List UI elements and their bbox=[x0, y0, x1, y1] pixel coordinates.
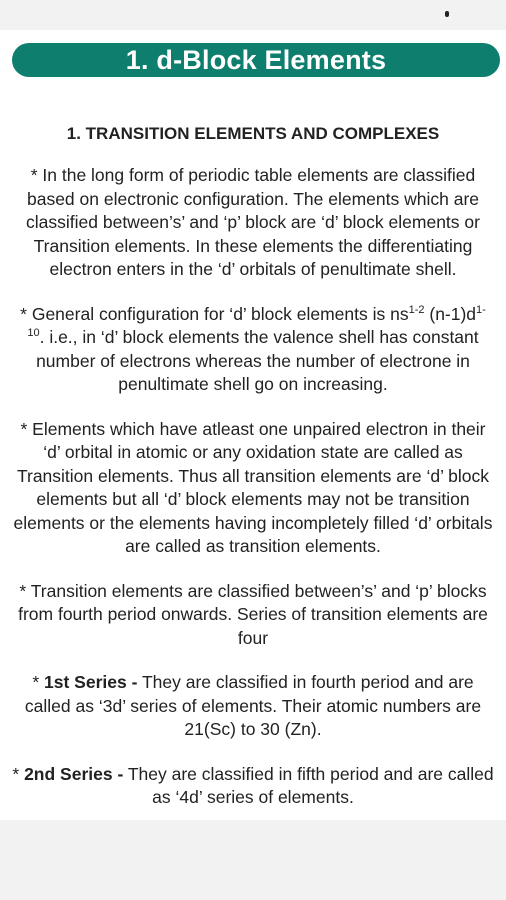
paragraph-2-text-a: * General configuration for ‘d’ block elements is ns bbox=[20, 303, 409, 324]
status-bar bbox=[0, 0, 506, 30]
paragraph-2-superscript-1: 1-2 bbox=[408, 303, 425, 316]
status-indicator-icon bbox=[445, 11, 449, 17]
paragraph-5-text: They are classified in fourth period and are called as ‘3d’ series of elements. Their atomic numbers are 21(Sc) to 30 (Zn). bbox=[24, 672, 482, 739]
article-body bbox=[12, 164, 494, 820]
paragraph-3: * Elements which have atleast one unpaired electron in their ‘d’ orbital in atomic or any oxidation state are called as Transition elements. Thus all transition elements are ‘d’ block elements but all ‘d’ block elements may not be transition elements or the elements having incompletely filled ‘d’ orbitals are called as transition elements. bbox=[13, 418, 493, 556]
paragraph-4: * Transition elements are classified between’s’ and ‘p’ blocks from fourth period onwards. Series of transition elements are four bbox=[18, 580, 488, 648]
paragraph-6-label: 2nd Series - bbox=[24, 763, 124, 784]
paragraph-6-prefix: * bbox=[12, 763, 25, 784]
paragraph-5-label: 1st Series - bbox=[44, 672, 138, 692]
content-page[interactable] bbox=[0, 30, 506, 820]
paragraph-2 bbox=[12, 303, 494, 397]
paragraph-6-text: They are classified in fifth period and are called as ‘4d’ series of elements. bbox=[123, 763, 494, 807]
section-heading: 1. TRANSITION ELEMENTS AND COMPLEXES bbox=[66, 124, 440, 143]
paragraph-5 bbox=[12, 671, 494, 742]
paragraph-5-prefix: * bbox=[32, 672, 45, 692]
paragraph-2-superscript-2: 1-10 bbox=[27, 303, 486, 340]
page-title bbox=[12, 43, 500, 77]
paragraph-2-text-b: (n-1)d bbox=[424, 303, 477, 324]
paragraph-6 bbox=[12, 763, 494, 810]
paragraph-2-text-c: . i.e., in ‘d’ block elements the valence shell has constant number of electrons whereas the number of electrone in penultimate shell go on increasing. bbox=[36, 327, 479, 394]
paragraph-1: * In the long form of periodic table elements are classified based on electronic configuration. The elements which are classified between’s’ and ‘p’ block are ‘d’ block elements or Transition elements. In these elements the differentiating electron enters in the ‘d’ orbitals of penultimate shell. bbox=[26, 165, 480, 279]
page-title-text: 1. d-Block Elements bbox=[125, 44, 387, 75]
bottom-blank-area bbox=[0, 820, 506, 900]
